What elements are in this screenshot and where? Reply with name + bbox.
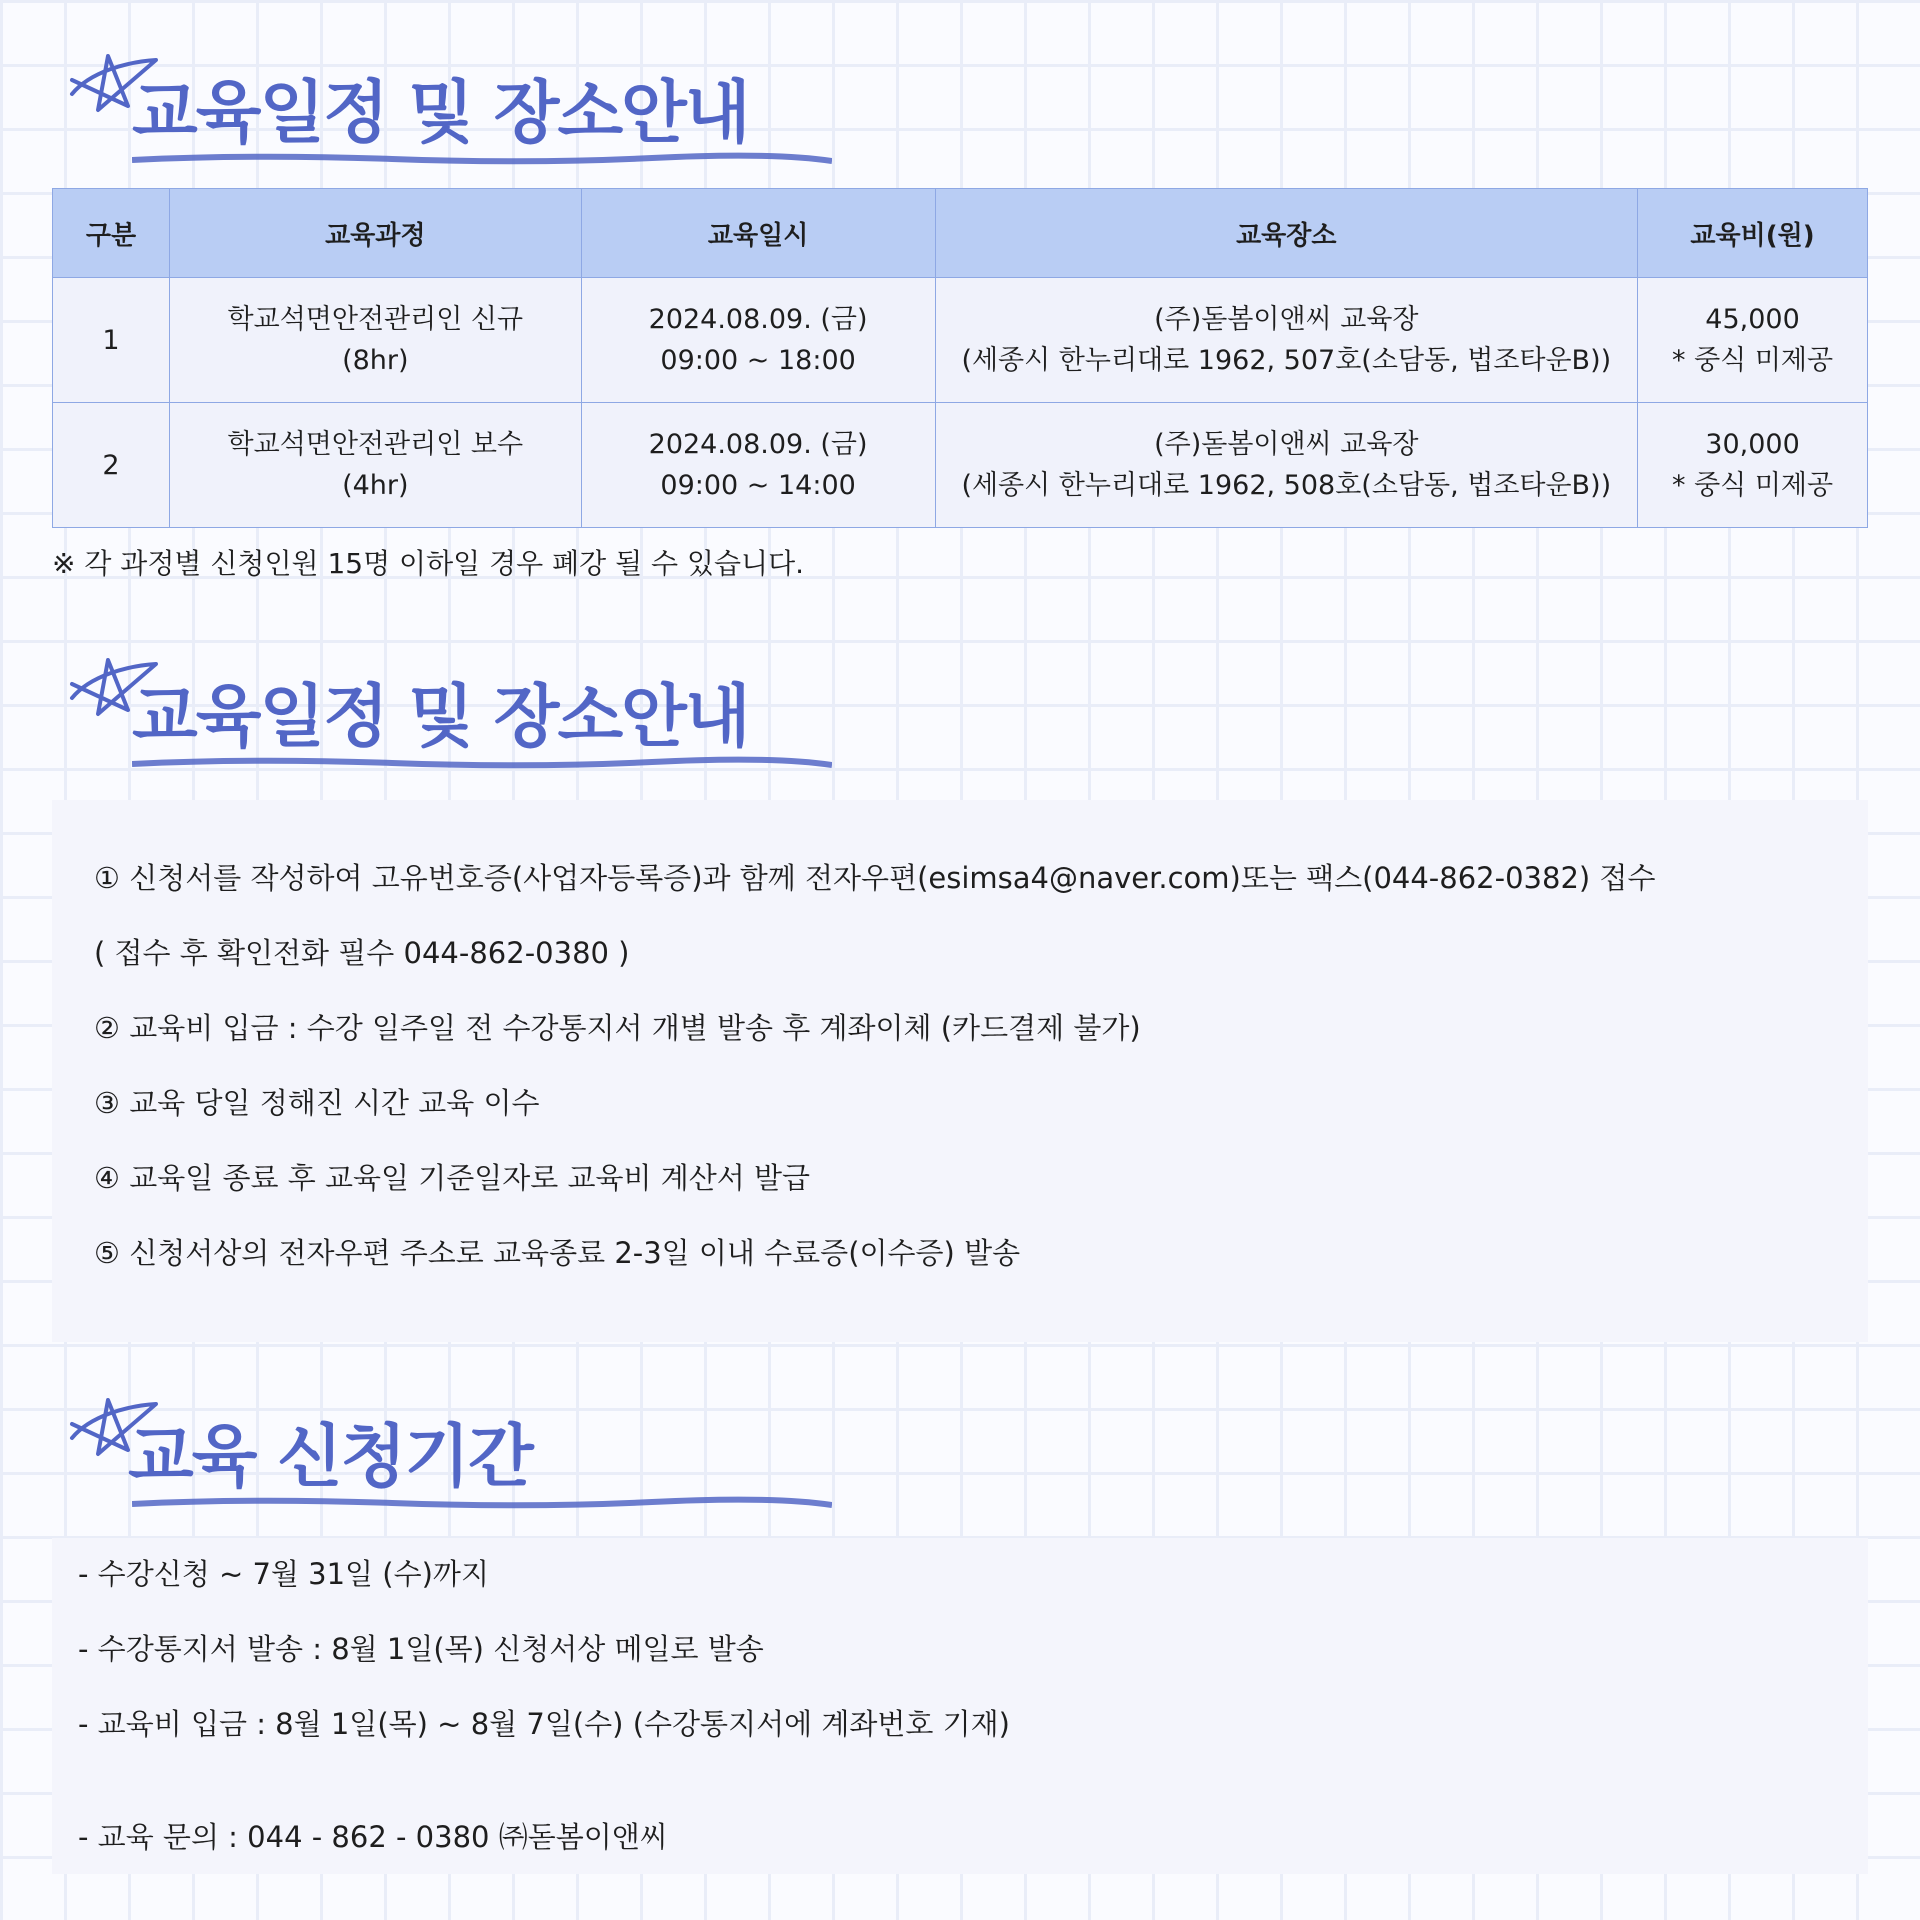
table-header-row	[53, 189, 1868, 278]
row-course	[169, 403, 581, 528]
course-name: 학교석면안전관리인 신규	[227, 304, 524, 335]
header-course: 교육과정	[169, 189, 581, 278]
row-place	[935, 403, 1638, 528]
course-hours: (4hr)	[342, 470, 409, 501]
brush-underline	[132, 1496, 832, 1510]
course-date: 2024.08.09. (금)	[648, 304, 868, 335]
place-address: (세종시 한누리대로 1962, 507호(소담동, 법조타운B))	[961, 345, 1612, 376]
steps-panel	[52, 800, 1868, 1342]
row-course	[169, 278, 581, 403]
course-date: 2024.08.09. (금)	[648, 429, 868, 460]
header-place: 교육장소	[935, 189, 1638, 278]
schedule-table	[52, 188, 1868, 528]
section-title: 교육 신청기간	[128, 1418, 532, 1497]
table-row	[53, 403, 1868, 528]
row-no: 1	[53, 278, 170, 403]
list-item: ⑤ 신청서상의 전자우편 주소로 교육종료 2-3일 이내 수료증(이수증) 발송	[94, 1236, 1021, 1270]
row-datetime	[581, 278, 935, 403]
list-item: ② 교육비 입금 : 수강 일주일 전 수강통지서 개별 발송 후 계좌이체 (카드결제 불가)	[94, 1011, 1141, 1045]
section-title: 교육일정 및 장소안내	[132, 678, 749, 757]
row-place	[935, 278, 1638, 403]
fee-note: * 중식 미제공	[1672, 470, 1834, 501]
list-item: - 교육비 입금 : 8월 1일(목) ~ 8월 7일(수) (수강통지서에 계좌번호 기재)	[78, 1707, 1010, 1741]
list-item: ( 접수 후 확인전화 필수 044-862-0380 )	[94, 936, 630, 970]
header-datetime: 교육일시	[581, 189, 935, 278]
brush-underline	[132, 152, 832, 166]
row-no: 2	[53, 403, 170, 528]
fee-note: * 중식 미제공	[1672, 345, 1834, 376]
course-name: 학교석면안전관리인 보수	[227, 429, 524, 460]
list-item: - 수강신청 ~ 7월 31일 (수)까지	[78, 1557, 489, 1591]
list-item: - 수강통지서 발송 : 8월 1일(목) 신청서상 메일로 발송	[78, 1632, 764, 1666]
course-hours: (8hr)	[342, 345, 409, 376]
table-note: ※ 각 과정별 신청인원 15명 이하일 경우 폐강 될 수 있습니다.	[52, 547, 805, 580]
place-name: (주)돋봄이앤씨 교육장	[1154, 429, 1419, 460]
table-row	[53, 278, 1868, 403]
list-item: ③ 교육 당일 정해진 시간 교육 이수	[94, 1086, 540, 1120]
row-datetime	[581, 403, 935, 528]
course-time: 09:00 ~ 18:00	[660, 345, 856, 376]
fee-amount: 30,000	[1705, 429, 1800, 460]
list-item: ④ 교육일 종료 후 교육일 기준일자로 교육비 계산서 발급	[94, 1161, 811, 1195]
header-no: 구분	[53, 189, 170, 278]
list-item: ① 신청서를 작성하여 고유번호증(사업자등록증)과 함께 전자우편(esimsa4@naver.com)또는 팩스(044-862-0382) 접수	[94, 861, 1656, 895]
list-item: - 교육 문의 : 044 - 862 - 0380 ㈜돋봄이앤씨	[78, 1820, 668, 1854]
period-panel	[52, 1538, 1868, 1874]
course-time: 09:00 ~ 14:00	[660, 470, 856, 501]
section-title: 교육일정 및 장소안내	[132, 74, 749, 153]
row-fee	[1638, 278, 1868, 403]
place-address: (세종시 한누리대로 1962, 508호(소담동, 법조타운B))	[961, 470, 1612, 501]
header-fee: 교육비(원)	[1638, 189, 1868, 278]
brush-underline	[132, 756, 832, 770]
row-fee	[1638, 403, 1868, 528]
fee-amount: 45,000	[1705, 304, 1800, 335]
place-name: (주)돋봄이앤씨 교육장	[1154, 304, 1419, 335]
